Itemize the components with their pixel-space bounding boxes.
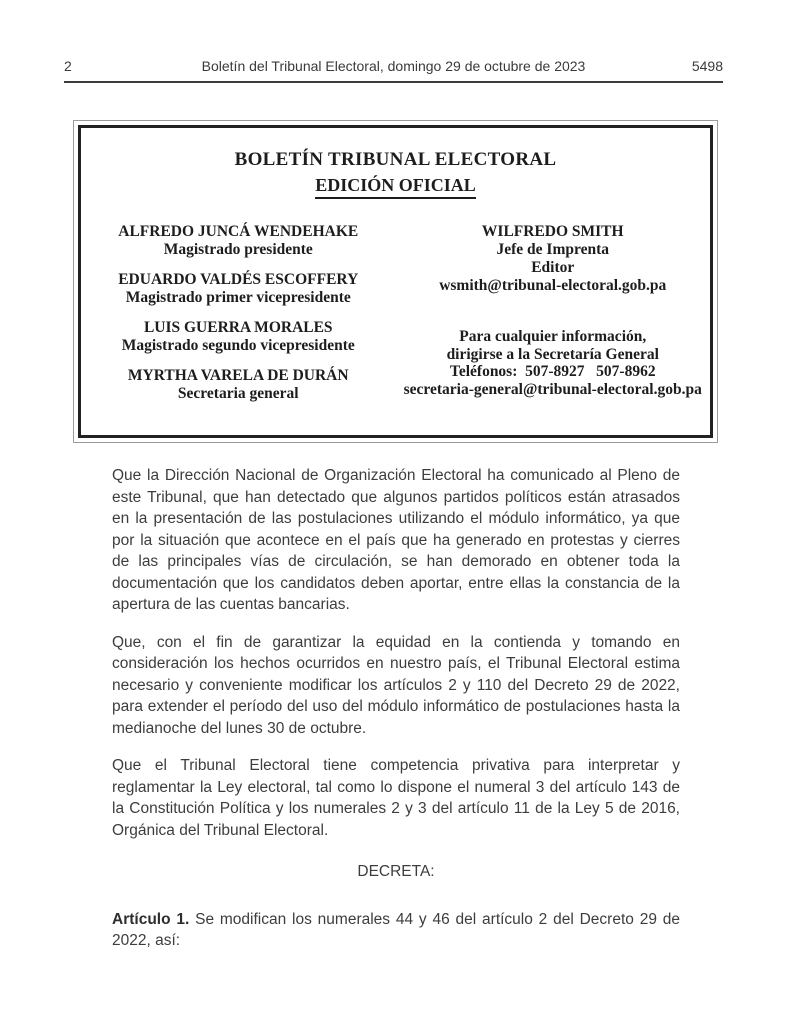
page-number: 2 — [64, 58, 72, 74]
bulletin-number: 5498 — [691, 58, 723, 74]
official-entry — [81, 367, 396, 403]
contact-phone-line: Teléfonos: 507-8927 507-8962 — [449, 363, 656, 380]
article-label: Artículo 1. — [112, 910, 190, 928]
official-role: Secretaria general — [177, 385, 299, 402]
page-header — [64, 58, 723, 83]
official-entry — [81, 319, 396, 355]
official-name: LUIS GUERRA MORALES — [143, 319, 333, 336]
official-name: MYRTHA VARELA DE DURÁN — [127, 367, 349, 384]
masthead-inner-frame — [78, 125, 713, 438]
article-paragraph — [112, 909, 680, 952]
masthead-box — [73, 120, 718, 443]
official-name: ALFREDO JUNCÁ WENDEHAKE — [118, 223, 359, 240]
decreta-heading: DECRETA: — [357, 863, 435, 880]
masthead-subtitle-wrap — [81, 171, 710, 199]
document-body — [112, 465, 680, 968]
official-name: EDUARDO VALDÉS ESCOFFERY — [118, 271, 359, 288]
masthead-title: BOLETÍN TRIBUNAL ELECTORAL — [234, 149, 557, 170]
officials-column — [81, 223, 396, 415]
official-role: Magistrado primer vicepresidente — [125, 289, 351, 306]
article-text: Se modifican los numerales 44 y 46 del artículo 2 del Decreto 29 de 2022, así: — [112, 910, 681, 949]
official-role: Magistrado presidente — [163, 241, 313, 258]
official-entry — [81, 271, 396, 307]
body-paragraph: Que, con el fin de garantizar la equidad en la contienda y tomando en consideración los hechos ocurridos en nuestro país, el Tribunal Electoral estima necesario y conveniente modificar los artículos 2 y 110 del Decreto 29 de 2022, para extender el período del uso del módulo informático de postulaciones hasta la medianoche del lunes 30 de octubre. — [112, 633, 680, 737]
contact-line: Para cualquier información, — [459, 328, 647, 345]
editor-email: wsmith@tribunal-electoral.gob.pa — [439, 277, 667, 294]
header-title: Boletín del Tribunal Electoral, domingo 29 de octubre de 2023 — [201, 58, 586, 74]
masthead-subtitle: EDICIÓN OFICIAL — [315, 175, 476, 199]
contact-email: secretaria-general@tribunal-electoral.gob.pa — [403, 380, 702, 398]
editor-role: Editor — [531, 259, 575, 276]
contact-block — [396, 328, 711, 398]
contact-line: dirigirse a la Secretaría General — [446, 345, 659, 363]
editor-name: WILFREDO SMITH — [481, 223, 624, 240]
editor-block — [396, 223, 711, 295]
editor-role: Jefe de Imprenta — [496, 241, 609, 258]
body-paragraph: Que la Dirección Nacional de Organización Electoral ha comunicado al Pleno de este Tribunal, que han detectado que algunos partidos políticos están atrasados en la presentación de las postulaciones utilizando el módulo informático, ya que por la situación que acontece en el país que ha generado en protestas y cierres de las principales vías de circulación, se han demorado en obtener toda la documentación que los candidatos deben aportar, entre ellas la constancia de la apertura de las cuentas bancarias. — [112, 467, 680, 613]
masthead-columns — [81, 223, 710, 415]
editor-column — [396, 223, 711, 415]
body-paragraph: Que el Tribunal Electoral tiene competencia privativa para interpretar y reglamentar la Ley electoral, tal como lo dispone el numeral 3 del artículo 143 de la Constitución Política y los numerales 2 y 3 del artículo 11 de la Ley 5 de 2016, Orgánica del Tribunal Electoral. — [112, 757, 680, 839]
official-entry — [81, 223, 396, 259]
official-role: Magistrado segundo vicepresidente — [121, 337, 355, 354]
